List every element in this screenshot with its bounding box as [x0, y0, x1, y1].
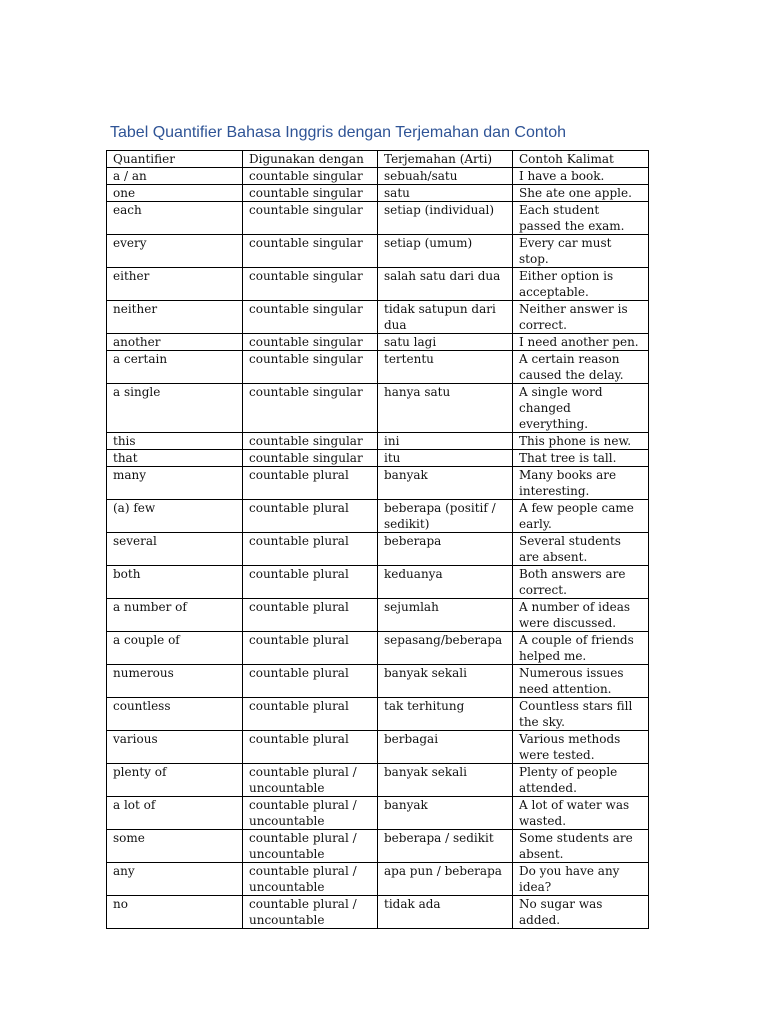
cell-quantifier: another — [107, 334, 243, 351]
cell-quantifier: a couple of — [107, 632, 243, 665]
document-title: Tabel Quantifier Bahasa Inggris dengan Terjemahan dan Contoh — [110, 124, 567, 141]
cell-translation: tidak satupun dari dua — [378, 301, 513, 334]
cell-example: Plenty of people attended. — [513, 764, 649, 797]
cell-translation: satu lagi — [378, 334, 513, 351]
table-row — [107, 301, 649, 334]
cell-quantifier: either — [107, 268, 243, 301]
cell-used-with: countable singular — [243, 301, 378, 334]
cell-example: Countless stars fill the sky. — [513, 698, 649, 731]
cell-example: Neither answer is correct. — [513, 301, 649, 334]
cell-translation: banyak — [378, 467, 513, 500]
cell-translation: keduanya — [378, 566, 513, 599]
cell-translation: tak terhitung — [378, 698, 513, 731]
cell-used-with: countable singular — [243, 351, 378, 384]
cell-used-with: countable singular — [243, 185, 378, 202]
cell-example: Do you have any idea? — [513, 863, 649, 896]
cell-quantifier: a lot of — [107, 797, 243, 830]
cell-quantifier: neither — [107, 301, 243, 334]
cell-used-with: countable plural — [243, 500, 378, 533]
cell-example: A certain reason caused the delay. — [513, 351, 649, 384]
table-row — [107, 797, 649, 830]
cell-used-with: countable plural / uncountable — [243, 863, 378, 896]
table-row — [107, 268, 649, 301]
table-row — [107, 632, 649, 665]
table-header-row — [107, 151, 649, 168]
cell-translation: beberapa / sedikit — [378, 830, 513, 863]
cell-used-with: countable plural — [243, 566, 378, 599]
cell-quantifier: a single — [107, 384, 243, 433]
cell-example: Several students are absent. — [513, 533, 649, 566]
table-row — [107, 351, 649, 384]
cell-example: Each student passed the exam. — [513, 202, 649, 235]
table-row — [107, 698, 649, 731]
cell-translation: ini — [378, 433, 513, 450]
cell-quantifier: that — [107, 450, 243, 467]
cell-quantifier: countless — [107, 698, 243, 731]
cell-translation: apa pun / beberapa — [378, 863, 513, 896]
cell-example: Various methods were tested. — [513, 731, 649, 764]
header-translation: Terjemahan (Arti) — [378, 151, 513, 168]
cell-used-with: countable singular — [243, 168, 378, 185]
table-row — [107, 764, 649, 797]
table-row — [107, 863, 649, 896]
cell-translation: itu — [378, 450, 513, 467]
table-row — [107, 665, 649, 698]
table-body — [107, 168, 649, 929]
cell-translation: sebuah/satu — [378, 168, 513, 185]
cell-translation: sejumlah — [378, 599, 513, 632]
quantifier-table — [106, 150, 649, 929]
cell-quantifier: both — [107, 566, 243, 599]
table-row — [107, 384, 649, 433]
table-row — [107, 533, 649, 566]
cell-quantifier: a certain — [107, 351, 243, 384]
cell-quantifier: various — [107, 731, 243, 764]
table-row — [107, 334, 649, 351]
cell-example: I need another pen. — [513, 334, 649, 351]
cell-quantifier: a / an — [107, 168, 243, 185]
table-row — [107, 450, 649, 467]
cell-example: She ate one apple. — [513, 185, 649, 202]
table-row — [107, 830, 649, 863]
cell-example: A lot of water was wasted. — [513, 797, 649, 830]
cell-used-with: countable plural / uncountable — [243, 896, 378, 929]
cell-example: A number of ideas were discussed. — [513, 599, 649, 632]
table-row — [107, 235, 649, 268]
header-quantifier: Quantifier — [107, 151, 243, 168]
cell-example: Both answers are correct. — [513, 566, 649, 599]
cell-example: This phone is new. — [513, 433, 649, 450]
cell-quantifier: one — [107, 185, 243, 202]
cell-translation: beberapa — [378, 533, 513, 566]
cell-example: Many books are interesting. — [513, 467, 649, 500]
cell-example: That tree is tall. — [513, 450, 649, 467]
cell-quantifier: (a) few — [107, 500, 243, 533]
cell-translation: berbagai — [378, 731, 513, 764]
cell-quantifier: several — [107, 533, 243, 566]
table-row — [107, 500, 649, 533]
cell-translation: sepasang/beberapa — [378, 632, 513, 665]
table-row — [107, 599, 649, 632]
table-row — [107, 896, 649, 929]
cell-example: Either option is acceptable. — [513, 268, 649, 301]
table-row — [107, 168, 649, 185]
cell-translation: setiap (individual) — [378, 202, 513, 235]
cell-translation: banyak sekali — [378, 665, 513, 698]
cell-example: A few people came early. — [513, 500, 649, 533]
cell-used-with: countable singular — [243, 235, 378, 268]
table-row — [107, 467, 649, 500]
cell-used-with: countable singular — [243, 268, 378, 301]
cell-used-with: countable plural / uncountable — [243, 764, 378, 797]
cell-example: Numerous issues need attention. — [513, 665, 649, 698]
cell-quantifier: each — [107, 202, 243, 235]
cell-translation: banyak — [378, 797, 513, 830]
cell-example: A couple of friends helped me. — [513, 632, 649, 665]
table-row — [107, 202, 649, 235]
cell-used-with: countable singular — [243, 202, 378, 235]
cell-quantifier: numerous — [107, 665, 243, 698]
table-row — [107, 433, 649, 450]
cell-example: Some students are absent. — [513, 830, 649, 863]
cell-example: A single word changed everything. — [513, 384, 649, 433]
cell-used-with: countable plural — [243, 632, 378, 665]
cell-quantifier: no — [107, 896, 243, 929]
cell-used-with: countable plural — [243, 731, 378, 764]
cell-quantifier: this — [107, 433, 243, 450]
table-row — [107, 566, 649, 599]
cell-translation: beberapa (positif / sedikit) — [378, 500, 513, 533]
cell-used-with: countable singular — [243, 384, 378, 433]
table-row — [107, 185, 649, 202]
cell-quantifier: any — [107, 863, 243, 896]
cell-used-with: countable plural — [243, 599, 378, 632]
cell-used-with: countable plural — [243, 467, 378, 500]
cell-example: Every car must stop. — [513, 235, 649, 268]
cell-used-with: countable plural — [243, 665, 378, 698]
header-example: Contoh Kalimat — [513, 151, 649, 168]
cell-translation: satu — [378, 185, 513, 202]
cell-quantifier: some — [107, 830, 243, 863]
cell-used-with: countable plural — [243, 533, 378, 566]
cell-quantifier: a number of — [107, 599, 243, 632]
cell-example: I have a book. — [513, 168, 649, 185]
cell-used-with: countable plural — [243, 698, 378, 731]
cell-quantifier: every — [107, 235, 243, 268]
cell-used-with: countable plural / uncountable — [243, 797, 378, 830]
cell-quantifier: plenty of — [107, 764, 243, 797]
cell-used-with: countable singular — [243, 450, 378, 467]
cell-quantifier: many — [107, 467, 243, 500]
cell-used-with: countable singular — [243, 433, 378, 450]
table-row — [107, 731, 649, 764]
cell-used-with: countable plural / uncountable — [243, 830, 378, 863]
cell-used-with: countable singular — [243, 334, 378, 351]
cell-translation: salah satu dari dua — [378, 268, 513, 301]
cell-translation: tidak ada — [378, 896, 513, 929]
cell-translation: setiap (umum) — [378, 235, 513, 268]
cell-translation: hanya satu — [378, 384, 513, 433]
header-used-with: Digunakan dengan — [243, 151, 378, 168]
cell-translation: banyak sekali — [378, 764, 513, 797]
cell-translation: tertentu — [378, 351, 513, 384]
cell-example: No sugar was added. — [513, 896, 649, 929]
